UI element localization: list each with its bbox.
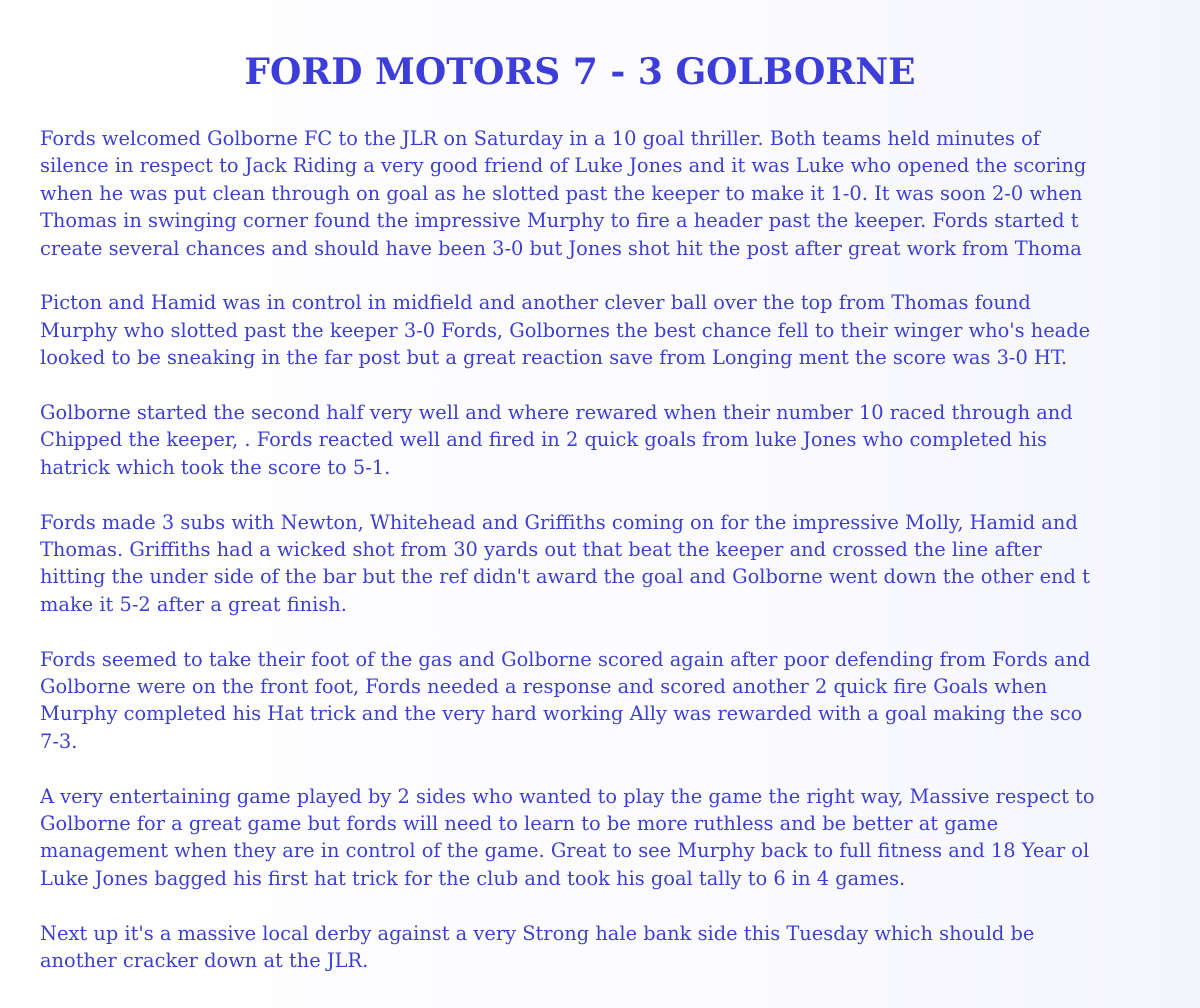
paragraph-line: Fords seemed to take their foot of the gas and Golborne scored again after poor defending from Fords and [40,647,1091,671]
paragraph-line: Fords made 3 subs with Newton, Whitehead and Griffiths coming on for the impressive Molly, Hamid and [40,510,1078,534]
paragraph-line: when he was put clean through on goal as he slotted past the keeper to make it 1-0. It was soon 2-0 when [40,181,1083,205]
paragraph-line: Chipped the keeper, . Fords reacted well and fired in 2 quick goals from luke Jones who completed his [40,428,1047,452]
paragraph-line: Next up it's a massive local derby against a very Strong hale bank side this Tuesday which should be [40,921,1035,945]
report-paragraph [40,920,1200,975]
paragraph-line: 7-3. [40,729,78,753]
paragraph-line: hitting the under side of the bar but the ref didn't award the goal and Golborne went down the other end t [40,565,1090,589]
paragraph-line: make it 5-2 after a great finish. [40,592,347,616]
paragraph-line: Murphy who slotted past the keeper 3-0 Fords, Golbornes the best chance fell to their winger who's heade [40,318,1091,342]
paragraph-line: silence in respect to Jack Riding a very good friend of Luke Jones and it was Luke who opened the scoring [40,154,1087,178]
paragraph-line: Golborne for a great game but fords will need to learn to be more ruthless and be better at game [40,812,999,836]
report-paragraph [40,646,1200,756]
paragraph-line: Thomas in swinging corner found the impressive Murphy to fire a header past the keeper. Fords started t [40,209,1079,233]
paragraph-line: Murphy completed his Hat trick and the very hard working Ally was rewarded with a goal making the sco [40,702,1083,726]
report-paragraph [40,509,1200,619]
paragraph-line: A very entertaining game played by 2 sides who wanted to play the game the right way, Massive respect to [40,784,1095,808]
paragraph-line: looked to be sneaking in the far post but a great reaction save from Longing ment the score was 3-0 HT. [40,346,1068,370]
paragraph-line: management when they are in control of the game. Great to see Murphy back to full fitness and 18 Year ol [40,839,1090,863]
paragraph-line: Thomas. Griffiths had a wicked shot from 30 yards out that beat the keeper and crossed the line after [40,538,1042,562]
paragraph-line: create several chances and should have been 3-0 but Jones shot hit the post after great work from Thoma [40,236,1082,260]
paragraph-line: Golborne were on the front foot, Fords needed a response and scored another 2 quick fire Goals when [40,675,1048,699]
paragraph-line: Golborne started the second half very well and where rewared when their number 10 raced through and [40,401,1073,425]
report-paragraph [40,125,1200,262]
paragraph-line: hatrick which took the score to 5-1. [40,455,391,479]
report-body [40,125,1200,1002]
paragraph-line: Picton and Hamid was in control in midfield and another clever ball over the top from Thomas found [40,291,1031,315]
report-title: FORD MOTORS 7 - 3 GOLBORNE [244,51,916,93]
report-paragraph [40,399,1200,481]
report-paragraph [40,289,1200,371]
paragraph-line: Fords welcomed Golborne FC to the JLR on Saturday in a 10 goal thriller. Both teams held minutes of [40,127,1040,150]
report-paragraph [40,783,1200,893]
paragraph-line: another cracker down at the JLR. [40,949,369,973]
paragraph-line: Luke Jones bagged his first hat trick for the club and took his goal tally to 6 in 4 games. [40,866,906,890]
